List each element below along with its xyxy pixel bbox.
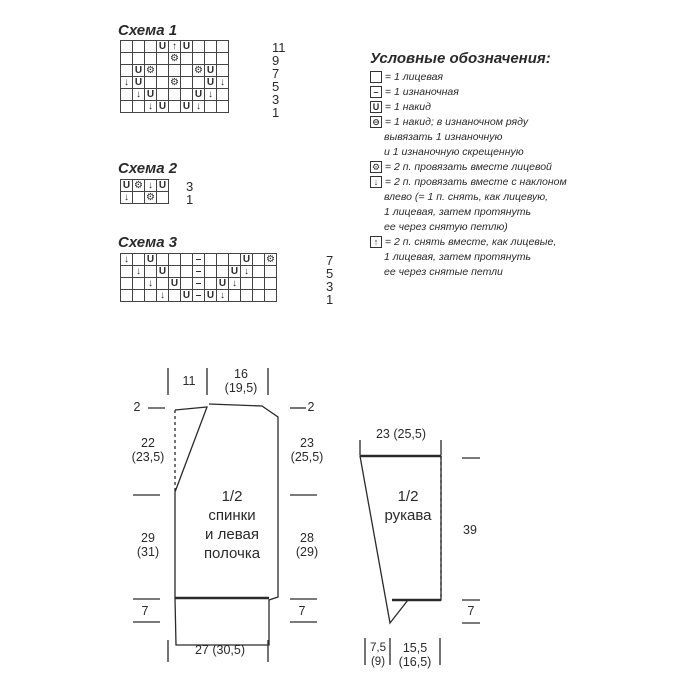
dim-right-lower-2: (29) <box>295 545 319 559</box>
row-number: 3 <box>186 179 194 194</box>
dim-right-bottom: 7 <box>298 604 306 618</box>
grid-cell: ⚙ <box>134 179 143 191</box>
grid-cell: U <box>181 41 193 53</box>
legend-text: = 2 п. снять вместе, как лицевые, <box>384 236 557 248</box>
grid-cell: U <box>181 290 193 302</box>
grid-cell: U <box>205 65 217 77</box>
grid-cell: ↓ <box>217 290 229 302</box>
grid-cell: U <box>157 101 169 113</box>
grid-cell: ⚙ <box>146 191 155 203</box>
grid-cell: ↓ <box>121 192 133 204</box>
dim-left-upper-1: 22 <box>141 436 155 450</box>
dim-left-upper-2: (23,5) <box>131 450 165 464</box>
dim-left-bottom: 7 <box>141 604 149 618</box>
dim-left-lower-2: (31) <box>136 545 160 559</box>
grid-cell: – <box>193 266 205 278</box>
grid-cell: ↓ <box>241 266 253 278</box>
dim-top-right <box>219 367 263 395</box>
grid-cell: ↓ <box>145 101 157 113</box>
grid-cell: ↓ <box>133 266 145 278</box>
dim-left-upper <box>126 436 170 464</box>
body-label-line3: и левая <box>205 526 259 543</box>
grid-cell: U <box>121 180 133 192</box>
grid-cell: ⚙ <box>146 64 155 76</box>
dim-sleeve-bottom-left <box>366 641 390 669</box>
legend-symbol-icon: ↓ <box>370 176 382 188</box>
legend-text: = 1 накид <box>384 101 431 113</box>
grid-cell: – <box>193 278 205 290</box>
row-number: 1 <box>326 292 334 307</box>
dim-right-shoulder: 2 <box>307 400 315 414</box>
sleeve-label-line2: рукава <box>384 507 432 524</box>
dim-top-right-2: (19,5) <box>224 381 258 395</box>
legend-symbol-icon: ↑ <box>370 236 382 248</box>
body-label-line2: спинки <box>208 507 256 524</box>
grid-cell: ↓ <box>121 254 133 266</box>
grid-cell: U <box>217 278 229 290</box>
dim-right-lower <box>285 531 329 559</box>
dim-right-upper-2: (25,5) <box>290 450 324 464</box>
grid-cell: U <box>133 65 145 77</box>
legend-text: вывязать 1 изнаночную <box>384 131 503 143</box>
body-label-line1: 1/2 <box>221 488 243 505</box>
body-label <box>190 487 274 563</box>
grid-cell: – <box>193 290 205 302</box>
dim-sleeve-top: 23 (25,5) <box>375 427 427 441</box>
grid-cell: ⚙ <box>170 52 179 64</box>
row-number: 1 <box>186 192 194 207</box>
row-number: 1 <box>272 105 280 120</box>
scheme-2-title: Схема 2 <box>118 160 178 177</box>
grid-cell: ⚙ <box>170 76 179 88</box>
grid-cell: ↓ <box>145 180 157 192</box>
row-number: 3 <box>326 279 334 294</box>
grid-cell: ↑ <box>169 41 181 53</box>
legend-symbol-icon: U <box>370 101 382 113</box>
grid-cell: ↓ <box>193 101 205 113</box>
grid-cell: U <box>145 89 157 101</box>
grid-cell: ↓ <box>229 278 241 290</box>
legend-text: = 2 п. провязать вместе с наклоном <box>384 176 567 188</box>
body-label-line4: полочка <box>203 545 261 562</box>
row-number: 5 <box>272 79 280 94</box>
legend-symbol-icon: – <box>370 86 382 98</box>
grid-cell: U <box>157 266 169 278</box>
legend-text: и 1 изнаночную скрещенную <box>384 146 524 158</box>
dim-sleeve-length: 39 <box>463 523 477 537</box>
legend-text: ее через снятые петли <box>384 266 503 278</box>
grid-cell: ↓ <box>145 278 157 290</box>
dim-left-shoulder: 2 <box>133 400 141 414</box>
grid-cell: U <box>157 41 169 53</box>
dim-right-upper <box>285 436 329 464</box>
legend-text: = 1 изнаночная <box>384 86 459 98</box>
dim-right-upper-1: 23 <box>300 436 314 450</box>
row-number: 9 <box>272 53 280 68</box>
legend-text: влево (= 1 п. снять, как лицевую, <box>384 191 549 203</box>
grid-cell: ↓ <box>133 89 145 101</box>
legend-title: Условные обозначения: <box>370 50 551 67</box>
row-number: 3 <box>272 92 280 107</box>
grid-cell: U <box>193 89 205 101</box>
grid-cell: U <box>157 180 169 192</box>
grid-cell: ⚙ <box>194 64 203 76</box>
dim-sleeve-bottom-right-1: 15,5 <box>402 641 428 655</box>
grid-cell: U <box>229 266 241 278</box>
row-number: 11 <box>272 40 286 55</box>
row-number: 5 <box>326 266 334 281</box>
grid-cell: U <box>205 290 217 302</box>
dim-sleeve-bottom-right-2: (16,5) <box>398 655 432 669</box>
legend-symbol-icon: ⊖ <box>370 116 382 128</box>
dim-body-width: 27 (30,5) <box>194 643 246 657</box>
grid-cell: U <box>133 77 145 89</box>
legend-text: = 2 п. провязать вместе лицевой <box>384 161 552 173</box>
dim-left-lower <box>126 531 170 559</box>
dim-right-lower-1: 28 <box>300 531 314 545</box>
dim-sleeve-bottom-right <box>392 641 438 669</box>
legend-text: 1 лицевая, затем протянуть <box>384 251 532 263</box>
dim-sleeve-cuff: 7 <box>467 604 475 618</box>
grid-cell: ↓ <box>205 89 217 101</box>
grid-cell: ↓ <box>121 77 133 89</box>
grid-cell: U <box>205 77 217 89</box>
sleeve-label <box>378 487 438 525</box>
grid-cell: U <box>181 101 193 113</box>
sleeve-label-line1: 1/2 <box>397 488 419 505</box>
grid-cell: ⚙ <box>266 253 275 265</box>
scheme-3-title: Схема 3 <box>118 234 178 251</box>
legend-text: ее через снятую петлю) <box>384 221 508 233</box>
grid-cell: U <box>169 278 181 290</box>
dim-sleeve-bottom-left-2: (9) <box>370 656 386 668</box>
dim-top-left: 11 <box>182 374 196 388</box>
dim-top-right-1: 16 <box>234 367 248 381</box>
grid-cell: U <box>145 254 157 266</box>
row-number: 7 <box>272 66 280 81</box>
row-number: 7 <box>326 253 334 268</box>
grid-cell: – <box>193 254 205 266</box>
dim-sleeve-bottom-left-1: 7,5 <box>370 642 386 654</box>
scheme-1-title: Схема 1 <box>118 22 178 39</box>
grid-cell: ↓ <box>217 77 229 89</box>
sleeve-outline <box>360 456 441 623</box>
legend-text: 1 лицевая, затем протянуть <box>384 206 532 218</box>
legend-symbol-icon: ⚙ <box>371 162 381 173</box>
grid-cell: ↓ <box>157 290 169 302</box>
grid-cell: U <box>241 254 253 266</box>
dim-left-lower-1: 29 <box>141 531 155 545</box>
legend-text: = 1 лицевая <box>384 71 444 83</box>
legend-text: = 1 накид; в изнаночном ряду <box>384 116 529 128</box>
